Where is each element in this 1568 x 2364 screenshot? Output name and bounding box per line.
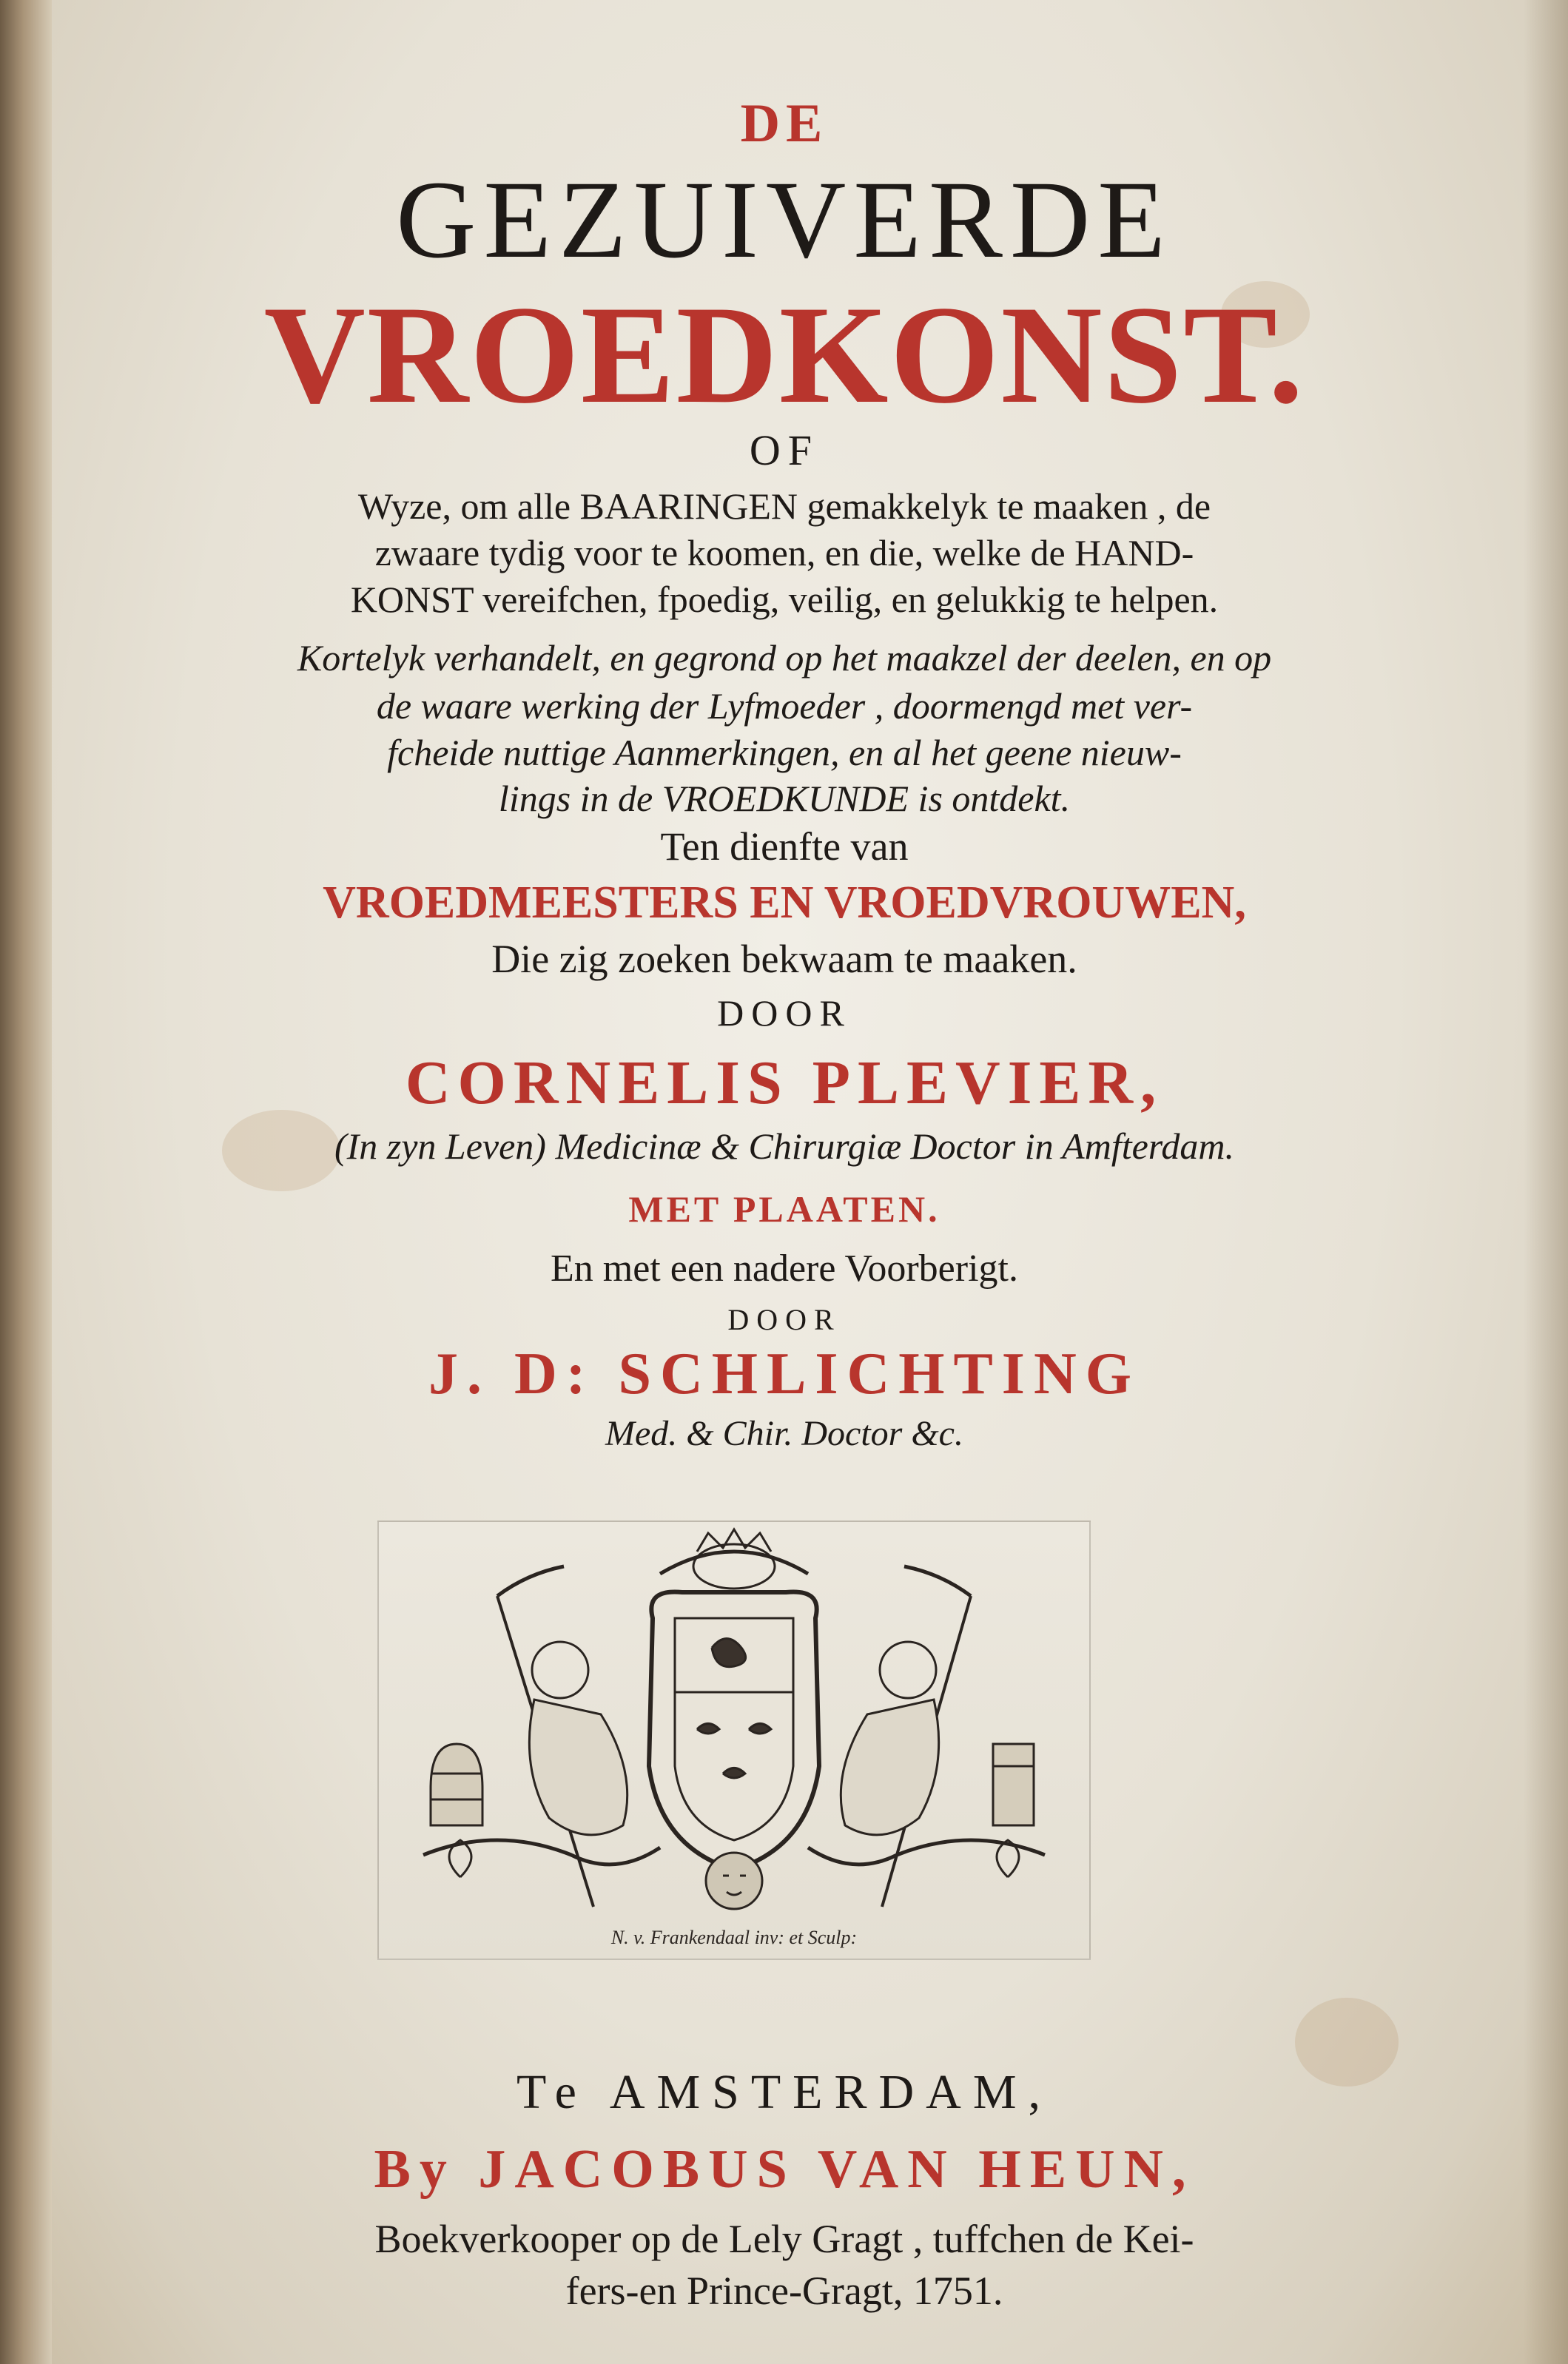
editor-name: J. D: SCHLICHTING — [428, 1341, 1140, 1407]
page-edge-shadow — [1524, 0, 1568, 2364]
subtitle-line-1: Wyze, om alle BAARINGEN gemakkelyk te maaken , de — [357, 485, 1211, 527]
service-line-2: VROEDMEESTERS EN VROEDVROUWEN, — [323, 878, 1246, 928]
description-line-3: fcheide nuttige Aanmerkingen, en al het geene nieuw- — [387, 732, 1182, 773]
author-credentials: (In zyn Leven) Medicinæ & Chirurgiæ Doctor in Amfterdam. — [334, 1125, 1235, 1167]
title-vroedkonst: VROEDKONST. — [263, 277, 1305, 433]
book-spine-shadow — [0, 0, 52, 2364]
imprint-address-2: fers-en Prince-Gragt, 1751. — [565, 2269, 1003, 2313]
title-de: DE — [740, 93, 829, 154]
coat-of-arms-illustration — [379, 1522, 1089, 1922]
service-line-1: Ten dienfte van — [660, 824, 909, 869]
description-line-2: de waare werking der Lyfmoeder , doormengd met ver- — [376, 685, 1193, 727]
engraver-credit: N. v. Frankendaal inv: et Sculp: — [610, 1927, 858, 1948]
title-of: OF — [749, 426, 820, 474]
imprint-city: Te AMSTERDAM, — [516, 2065, 1053, 2119]
author-door: DOOR — [717, 992, 852, 1034]
subtitle-line-3: KONST vereifchen, fpoedig, veilig, en gelukkig te helpen. — [350, 579, 1219, 620]
subtitle-line-2: zwaare tydig voor te koomen, en die, welke de HAND- — [374, 532, 1194, 573]
imprint-publisher: By JACOBUS VAN HEUN, — [374, 2139, 1195, 2200]
editor-door: DOOR — [727, 1303, 841, 1336]
engraved-vignette — [377, 1521, 1091, 1960]
description-line-1: Kortelyk verhandelt, en gegrond op het maakzel der deelen, en op — [297, 637, 1272, 678]
preface-note: En met een nadere Voorberigt. — [551, 1247, 1018, 1290]
service-line-3: Die zig zoeken bekwaam te maaken. — [491, 937, 1077, 981]
editor-credentials: Med. & Chir. Doctor &c. — [605, 1414, 963, 1453]
author-name: CORNELIS PLEVIER, — [405, 1048, 1164, 1117]
imprint-address-1: Boekverkooper op de Lely Gragt , tuffchen de Kei- — [374, 2217, 1194, 2261]
description-line-4: lings in de VROEDKUNDE is ontdekt. — [498, 778, 1071, 819]
title-gezuiverde: GEZUIVERDE — [396, 158, 1173, 281]
plates-note: MET PLAATEN. — [628, 1188, 941, 1230]
